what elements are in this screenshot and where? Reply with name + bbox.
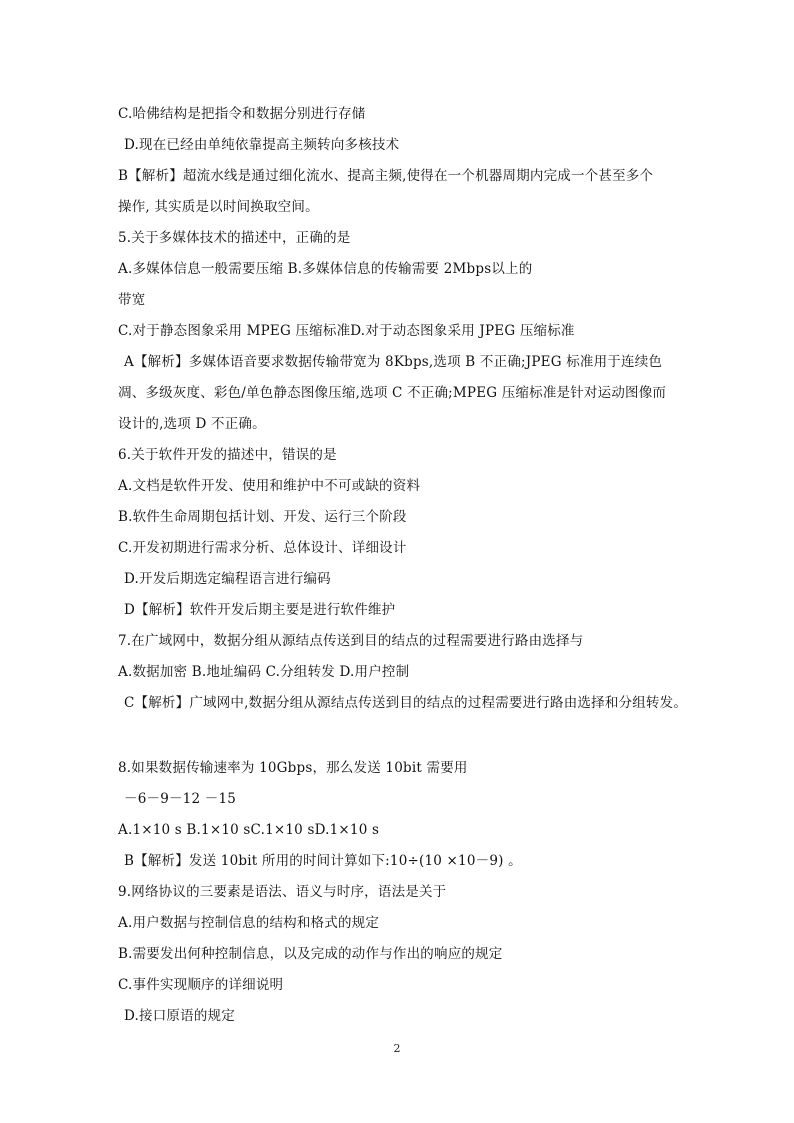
question-heading: 7.在广域网中，数据分组从源结点传送到目的结点的过程需要进行路由选择与: [118, 633, 584, 649]
question-heading: 8.如果数据传输速率为 10Gbps，那么发送 10bit 需要用: [118, 760, 468, 776]
text-line: C.对于静态图象采用 MPEG 压缩标准D.对于动态图象采用 JPEG 压缩标准: [118, 323, 575, 339]
question-heading: 9.网络协议的三要素是语法、语义与时序，语法是关于: [118, 884, 447, 900]
text-line: B.需要发出何种控制信息，以及完成的动作与作出的响应的规定: [118, 946, 503, 962]
question-heading: 6.关于软件开发的描述中，错误的是: [118, 447, 337, 463]
text-line: A.用户数据与控制信息的结构和格式的规定: [118, 915, 380, 931]
text-line: D.开发后期选定编程语言进行编码: [124, 571, 331, 587]
page-number: 2: [393, 1042, 401, 1055]
text-line: A【解析】多媒体语音要求数据传输带宽为 8Kbps,选项 B 不正确;JPEG 标准用于连续色: [124, 354, 663, 370]
text-line: B【解析】发送 10bit 所用的时间计算如下:10÷(10 ×10－9) 。: [124, 853, 522, 869]
text-line: A.多媒体信息一般需要压缩 B.多媒体信息的传输需要 2Mbps以上的: [118, 261, 533, 277]
text-line: C.事件实现顺序的详细说明: [118, 977, 284, 993]
text-line: C【解析】广域网中,数据分组从源结点传送到目的结点的过程需要进行路由选择和分组转发。: [124, 695, 688, 711]
text-line: 设计的,选项 D 不正确。: [118, 416, 266, 432]
text-line: A.数据加密 B.地址编码 C.分组转发 D.用户控制: [118, 664, 410, 680]
text-line: 带宽: [118, 292, 146, 308]
text-line: C.哈佛结构是把指令和数据分别进行存储: [118, 106, 366, 122]
text-line: A.1×10 s B.1×10 sC.1×10 sD.1×10 s: [118, 822, 380, 838]
text-line: D【解析】软件开发后期主要是进行软件维护: [124, 602, 396, 618]
text-line: －6－9－12 －15: [124, 791, 237, 807]
text-line: D.接口原语的规定: [124, 1008, 235, 1024]
text-line: 凋、多级灰度、彩色/单色静态图像压缩,选项 C 不正确;MPEG 压缩标准是针对运动图像而: [118, 385, 667, 401]
text-line: B.软件生命周期包括计划、开发、运行三个阶段: [118, 509, 407, 525]
text-line: A.文档是软件开发、使用和维护中不可或缺的资料: [118, 478, 421, 494]
text-line: 操作, 其实质是以时间换取空间。: [118, 199, 319, 215]
text-line: D.现在已经由单纯依靠提高主频转向多核技术: [124, 137, 400, 153]
text-line: B【解析】超流水线是通过细化流水、提高主频,使得在一个机器周期内完成一个甚至多个: [118, 168, 654, 184]
question-heading: 5.关于多媒体技术的描述中，正确的是: [118, 230, 351, 246]
text-line: C.开发初期进行需求分析、总体设计、详细设计: [118, 540, 407, 556]
